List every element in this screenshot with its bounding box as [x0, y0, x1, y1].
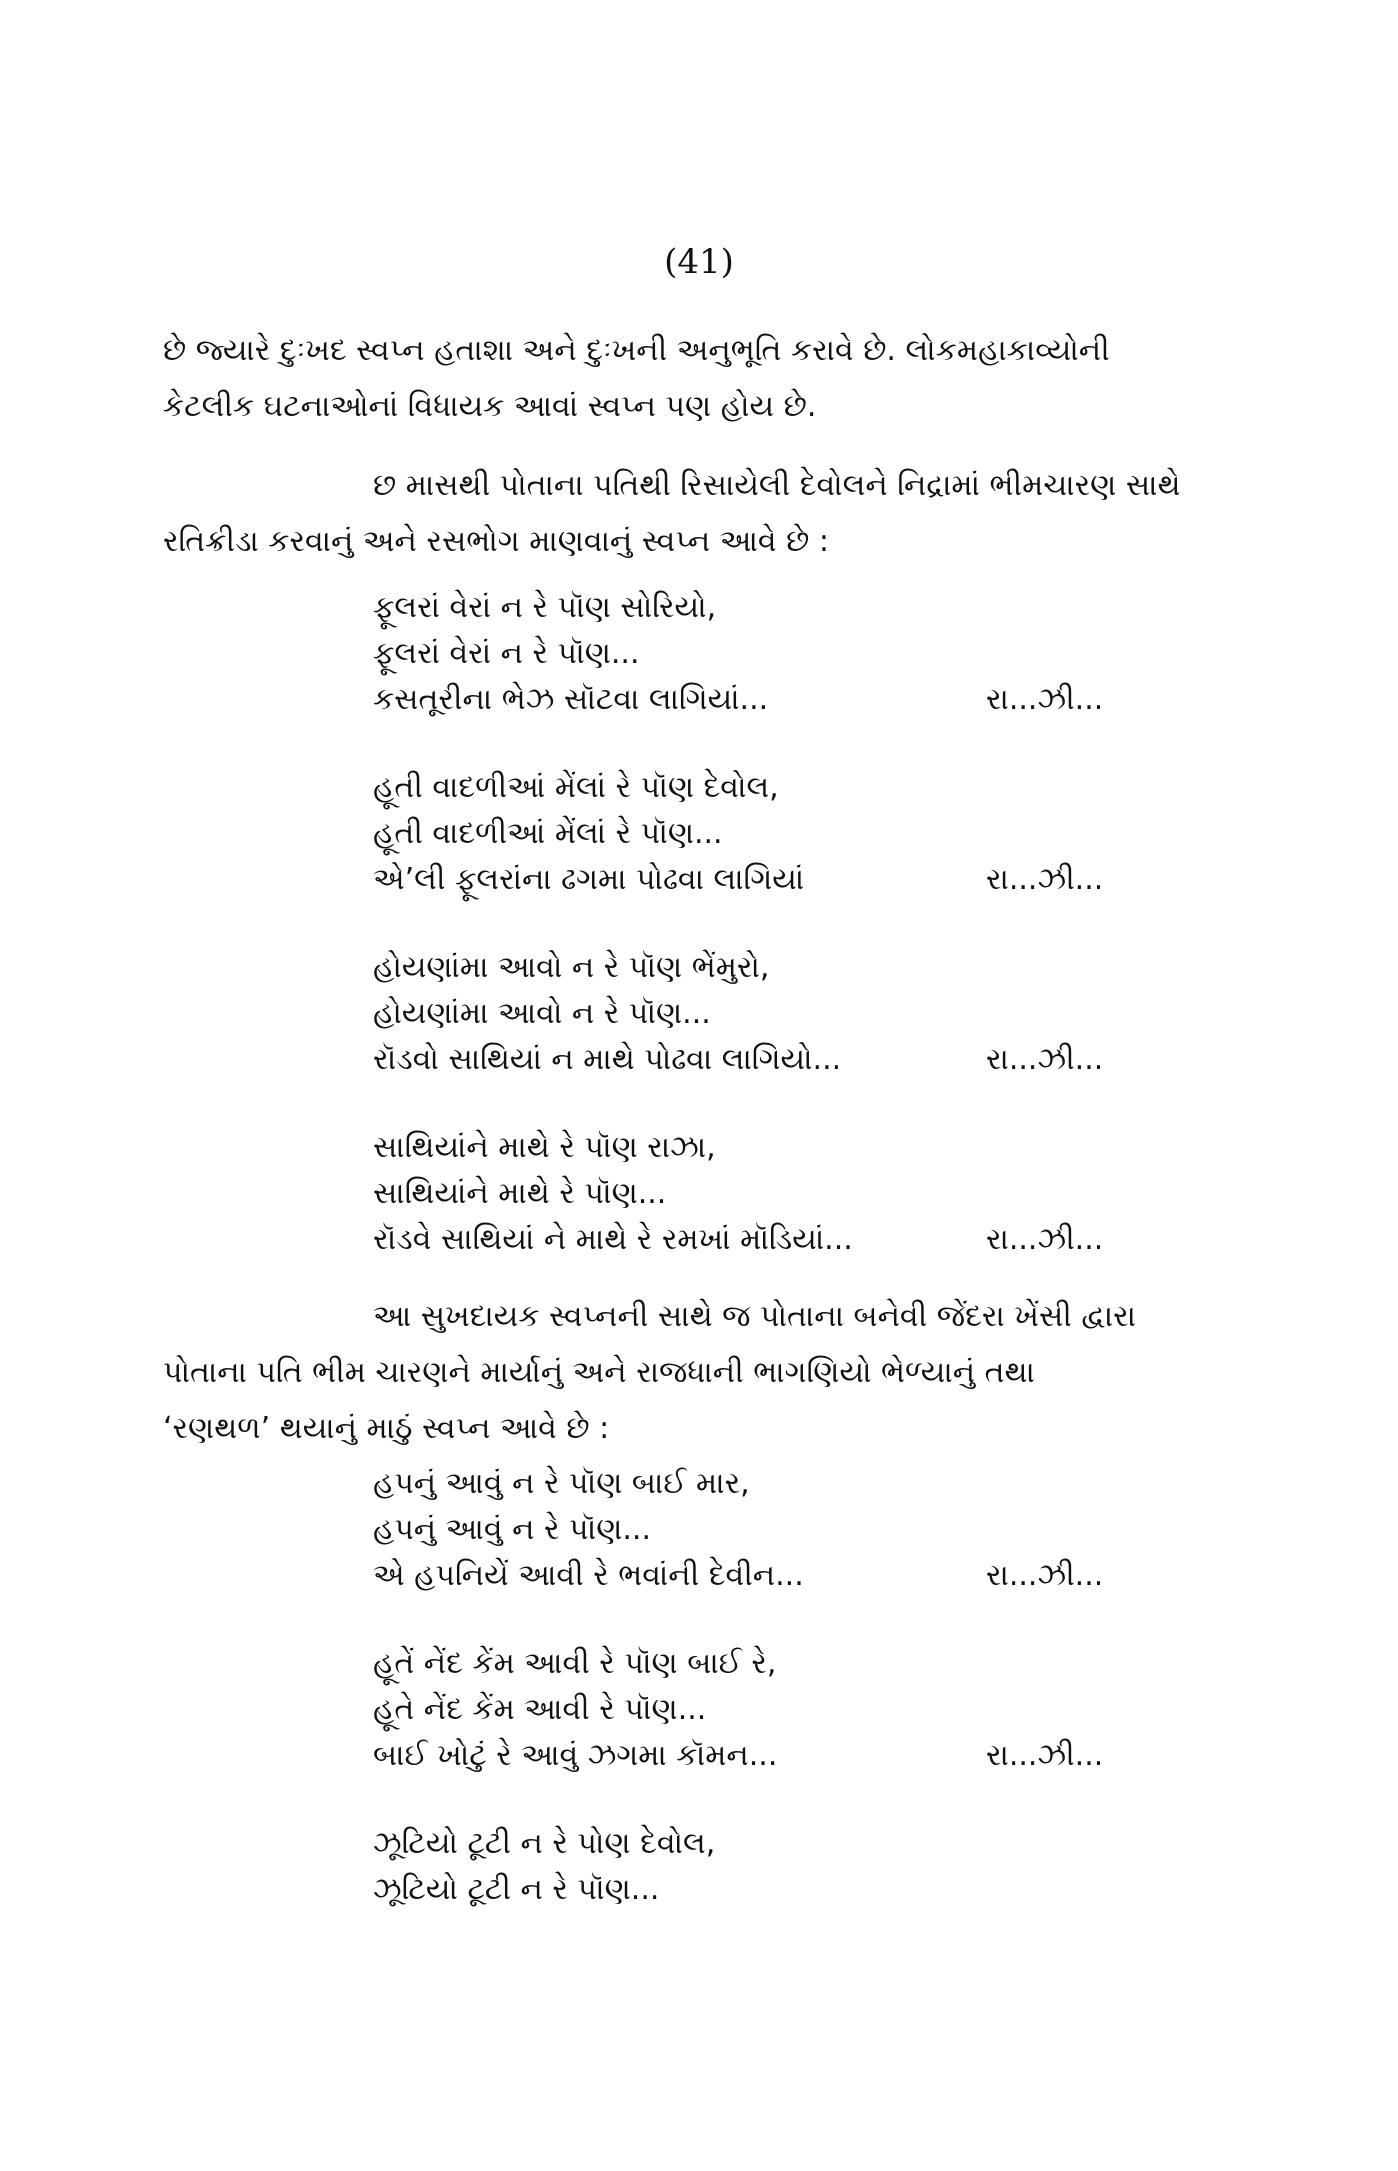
verse-stanza — [373, 765, 1193, 903]
paragraph-line: કેટલીક ઘટનાઓનાં વિધાયક આવાં સ્વપ્ન પણ હોય છે. — [163, 389, 817, 424]
verse-line — [373, 1507, 1193, 1553]
verse-line — [373, 991, 1193, 1037]
verse-line — [373, 945, 1193, 991]
verse-line — [373, 1125, 1193, 1171]
verse-stanza — [373, 1641, 1193, 1779]
verse-text: એ’લી ફૂલરાંના ઢગમા પોઢવા લાગિયાં — [373, 862, 805, 897]
verse-line — [373, 1217, 1193, 1263]
paragraph-line: પોતાના પતિ ભીમ ચારણને માર્યાનું અને રાજધાની ભાગણિયો ભેળ્યાનું તથા — [163, 1355, 1035, 1390]
verse-text: સાથિયાંને માથે રે પૉણ રાઝા, — [373, 1130, 716, 1165]
verse-stanza — [373, 1461, 1193, 1599]
paragraph-line: છ માસથી પોતાના પતિથી રિસાયેલી દેવોલને નિદ્રામાં ભીમચારણ સાથે — [373, 468, 1181, 503]
verse-text: ઝૂટિયો ટૂટી ન રે પોણ દેવોલ, — [373, 1826, 716, 1861]
verse-text: ફૂલરાં વેરાં ન રે પૉણ સોરિયો, — [373, 590, 717, 625]
refrain-label: રા...ઝી... — [986, 682, 1104, 717]
paragraph-line: છે જ્યારે દુઃખદ સ્વપ્ન હતાશા અને દુઃખની અનુભૂતિ કરાવે છે. લોકમહાકાવ્યોની — [163, 333, 1110, 368]
verse-text: હોયણાંમા આવો ન રે પૉણ ભેંમુરો, — [373, 950, 770, 985]
verse-text: બાઈ ખોટું રે આવું ઝગમા કૉમન... — [373, 1738, 778, 1773]
verse-line — [373, 765, 1193, 811]
verse-text: સાથિયાંને માથે રે પૉણ... — [373, 1176, 667, 1211]
verse-line — [373, 1553, 1193, 1599]
verse-text: હપનું આવું ન રે પૉણ... — [373, 1512, 651, 1547]
verse-line — [373, 1867, 1193, 1913]
verse-text: ઝૂટિયો ટૂટી ન રે પૉણ... — [373, 1872, 660, 1907]
refrain-label: રા...ઝી... — [986, 1042, 1104, 1077]
paragraph-line: રતિક્રીડા કરવાનું અને રસભોગ માણવાનું સ્વપ્ન આવે છે : — [163, 524, 829, 559]
verse-line — [373, 857, 1193, 903]
verse-text: હૂતી વાદળીઆં મેંલાં રે પૉણ દેવોલ, — [373, 770, 779, 805]
verse-text: હૂતે નેંદ કેંમ આવી રે પૉણ... — [373, 1692, 707, 1727]
verse-line — [373, 1821, 1193, 1867]
verse-text: રૉડવે સાથિયાં ને માથે રે રમખાં મૉડિયાં... — [373, 1222, 853, 1257]
verse-text: ફૂલરાં વેરાં ન રે પૉણ... — [373, 636, 640, 671]
refrain-label: રા...ઝી... — [986, 1222, 1104, 1257]
verse-text: રૉડવો સાથિયાં ન માથે પોઢવા લાગિયો... — [373, 1042, 842, 1077]
verse-stanza — [373, 1821, 1193, 1913]
verse-stanza — [373, 585, 1193, 723]
verse-line — [373, 585, 1193, 631]
verse-line — [373, 1687, 1193, 1733]
verse-stanza — [373, 945, 1193, 1083]
verse-text: હૂતેં નેંદ કેંમ આવી રે પૉણ બાઈ રે, — [373, 1646, 777, 1681]
paragraph-intro — [163, 323, 1223, 435]
refrain-label: રા...ઝી... — [986, 862, 1104, 897]
verse-line — [373, 1171, 1193, 1217]
verse-text: એ હપનિયેં આવી રે ભવાંની દેવીન... — [373, 1558, 804, 1593]
verse-text: હૂતી વાદળીઆં મેંલાં રે પૉણ... — [373, 816, 723, 851]
verse-line — [373, 1461, 1193, 1507]
verse-line — [373, 631, 1193, 677]
paragraph-dream-intro — [163, 458, 1223, 570]
verse-line — [373, 1641, 1193, 1687]
verse-line — [373, 1037, 1193, 1083]
verse-text: હપનું આવું ન રે પૉણ બાઈ માર, — [373, 1466, 750, 1501]
verse-stanza — [373, 1125, 1193, 1263]
refrain-label: રા...ઝી... — [986, 1558, 1104, 1593]
paragraph-line: આ સુખદાયક સ્વપ્નની સાથે જ પોતાના બનેવી જેંદરા ખેંસી દ્વારા — [373, 1299, 1136, 1334]
verse-line — [373, 677, 1193, 723]
verse-line — [373, 1733, 1193, 1779]
verse-text: કસતૂરીના ભેઝ સૉટવા લાગિયાં... — [373, 682, 769, 717]
refrain-label: રા...ઝી... — [986, 1738, 1104, 1773]
verse-line — [373, 811, 1193, 857]
page-number: (41) — [664, 242, 734, 282]
verse-text: હોયણાંમા આવો ન રે પૉણ... — [373, 996, 711, 1031]
paragraph-line: ‘રણથળ’ થયાનું માઠું સ્વપ્ન આવે છે : — [163, 1411, 610, 1446]
paragraph-bad-dream — [163, 1289, 1223, 1457]
